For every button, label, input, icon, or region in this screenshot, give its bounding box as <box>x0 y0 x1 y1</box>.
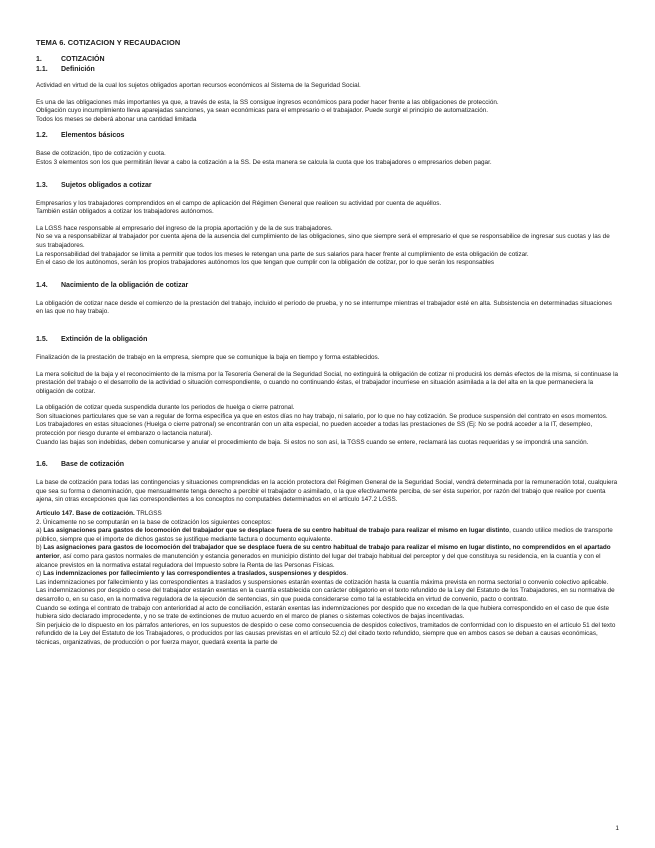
paragraph: Es una de las obligaciones más importantes ya que, a través de esta, la SS consigue ingresos económicos para poder hacer frente a las obligaciones de protección. <box>36 98 499 106</box>
paragraph: Finalización de la prestación de trabajo en la empresa, siempre que se comunique la baja en tiempo y forma establecidos. <box>36 353 380 361</box>
paragraph: Las indemnizaciones por fallecimiento y las correspondientes a traslados y suspensiones estarán exentas de cotización hasta la cuantía máxima prevista en norma sectorial o convenio colectivo aplicable. <box>36 578 609 586</box>
section-1-5-heading: 1.5. Extinción de la obligación <box>36 335 148 343</box>
paragraph: Los trabajadores en estas situaciones (Huelga o cierre patronal) se encontrarán con un alta especial, no pueden acceder a todas las prestaciones de SS (Ej: No se podrá acceder a la IT, desempleo, protección por riesgo durante el embarazo o lactancia natural). <box>36 421 593 438</box>
paragraph: La responsabilidad del trabajador se limita a permitir que todos los meses le retengan una parte de sus salarios para hacer frente al cumplimiento de esta obligación de cotizar. <box>36 250 529 258</box>
article-item-c: c) Las indemnizaciones por fallecimiento y las correspondientes a traslados, suspensiones y despidos. <box>36 570 349 578</box>
article-heading: Artículo 147. Base de cotización. TRLGSS <box>36 510 162 518</box>
section-1-6-heading: 1.6. Base de cotización <box>36 461 125 469</box>
paragraph: 2. Únicamente no se computarán en la base de cotización los siguientes conceptos: <box>36 518 272 526</box>
article-item-b: b) Las asignaciones para gastos de locomoción del trabajador que se desplace fuera de su centro habitual de trabajo para realizar el mismo en lugar distinto, no comprendidos en el apartado anterior, así como para gastos normales de manutención y estancia generados en municipio distinto del lugar del trabajo habitual del perceptor y del que constituya su residencia, en la cuantía y con el alcance previstos en la normativa estatal reguladora del Impuesto sobre la Renta de las Personas Físicas. <box>36 544 611 569</box>
page-number: 1 <box>615 825 619 832</box>
section-1-1-heading: 1.1. Definición <box>36 66 95 73</box>
section-1-3-heading: 1.3. Sujetos obligados a cotizar <box>36 181 152 189</box>
paragraph: Cuando se extinga el contrato de trabajo con anterioridad al acto de conciliación, estarán exentas las indemnizaciones por despido que no excedan de la que hubiera correspondido en el caso de que éste hubiera sido declarado improcedente, y no se trate de extinciones de mutuo acuerdo en el marco de planes o sistemas colectivos de bajas incentivadas. <box>36 604 610 621</box>
paragraph: Todos los meses se deberá abonar una cantidad limitada <box>36 115 197 123</box>
paragraph: La mera solicitud de la baja y el reconocimiento de la misma por la Tesorería General de la Seguridad Social, no extinguirá la obligación de cotizar ni producirá los demás efectos de la misma, si continuase la prestación del trabajo o el desarrollo de la actividad o situación correspondiente, o cuando no continuando éstas, el trabajador incurriese en situación asimilada a la del alta en la que permaneciera la obligación de cotizar. <box>36 370 619 395</box>
paragraph: Actividad en virtud de la cual los sujetos obligados aportan recursos económicos al Sistema de la Seguridad Social. <box>36 82 361 89</box>
paragraph: Sin perjuicio de lo dispuesto en los párrafos anteriores, en los supuestos de despido o cese como consecuencia de despidos colectivos, tramitados de conformidad con lo dispuesto en el artículo 51 del texto refundido de la Ley del Estatuto de los Trabajadores, o producidos por las causas previstas en el artículo 52.c) del citado texto refundido, siempre que en ambos casos se deban a causas económicas, técnicas, organizativas, de producción o por fuerza mayor, quedará exenta la parte de <box>36 621 616 646</box>
paragraph: La LGSS hace responsable al empresario del ingreso de la propia aportación y de la de sus trabajadores. <box>36 224 333 232</box>
paragraph: Obligación cuyo incumplimiento lleva aparejadas sanciones, ya sean económicas para el empresario o el trabajador. Puede surgir el principio de automatización. <box>36 107 489 115</box>
paragraph: También están obligados a cotizar los trabajadores autónomos. <box>36 208 214 216</box>
paragraph: En el caso de los autónomos, serán los propios trabajadores autónomos los que tengan que cumplir con la obligación de cotizar, por lo que serán los responsables <box>36 259 495 267</box>
section-1-4-heading: 1.4. Nacimiento de la obligación de cotizar <box>36 281 189 289</box>
paragraph: Empresarios y los trabajadores comprendidos en el campo de aplicación del Régimen General que realicen su actividad por cuenta de aquéllos. <box>36 199 442 207</box>
section-1-heading: 1. COTIZACIÓN <box>36 56 105 63</box>
paragraph: Estos 3 elementos son los que permitirán llevar a cabo la cotización a la SS. De esta manera se calcula la cuota que los trabajadores o empresarios deben pagar. <box>36 158 492 166</box>
document-title: TEMA 6. COTIZACION Y RECAUDACION <box>36 38 181 47</box>
section-1-2-heading: 1.2. Elementos básicos <box>36 132 125 140</box>
paragraph: Cuando las bajas son indebidas, deben comunicarse y anular el procedimiento de baja. Si estos no son así, la TGSS cuando se entere, reclamará las cuotas requeridas y se impondrá una sanción. <box>36 438 589 446</box>
paragraph: No se va a responsabilizar al trabajador por cuenta ajena de la ausencia del cumplimiento de las obligaciones, sino que siempre será el empresario el que se responsabilice de ingresar sus cuotas y las de sus trabajadores. <box>36 233 610 249</box>
paragraph: Base de cotización, tipo de cotización y cuota. <box>36 150 166 158</box>
paragraph: Las indemnizaciones por despido o cese del trabajador estarán exentas en la cuantía establecida con carácter obligatorio en el texto refundido de la Ley del Estatuto de los Trabajadores, en su normativa de desarrollo o, en su caso, en la normativa reguladora de la ejecución de sentencias, sin que pueda considerarse como tal la establecida en virtud de convenio, pacto o contrato. <box>36 587 615 603</box>
document-page <box>36 38 619 648</box>
paragraph: Son situaciones particulares que se van a regular de forma específica ya que en estos días no hay trabajo, ni salario, por lo que no hay cotización. Se produce suspensión del contrato en esos momentos. <box>36 412 608 420</box>
paragraph: La obligación de cotizar nace desde el comienzo de la prestación del trabajo, incluido el período de prueba, y no se interrumpe mientras el trabajador esté en alta. Subsistencia en determinadas situaciones en las que no hay trabajo. <box>36 299 612 316</box>
paragraph: La base de cotización para todas las contingencias y situaciones comprendidas en la acción protectora del Régimen General de la Seguridad Social, vendrá determinada por la remuneración total, cualquiera que sea su forma o denominación, que mensualmente tenga derecho a percibir el trabajador o asimilado, o la que efectivamente perciba, de ser ésta superior, por razón del trabajo que realice por cuenta ajena, sin otras excepciones que las correspondientes a los conceptos no computables determinados en el artículo 147.2 LGSS. <box>36 479 618 504</box>
article-item-a: a) Las asignaciones para gastos de locomoción del trabajador que se desplace fuera de su centro habitual de trabajo para realizar el mismo en lugar distinto, cuando utilice medios de transporte público, siempre que el importe de dichos gastos se justifique mediante factura o documento equivalente. <box>36 527 613 543</box>
paragraph: La obligación de cotizar queda suspendida durante los periodos de huelga o cierre patronal. <box>36 404 295 412</box>
